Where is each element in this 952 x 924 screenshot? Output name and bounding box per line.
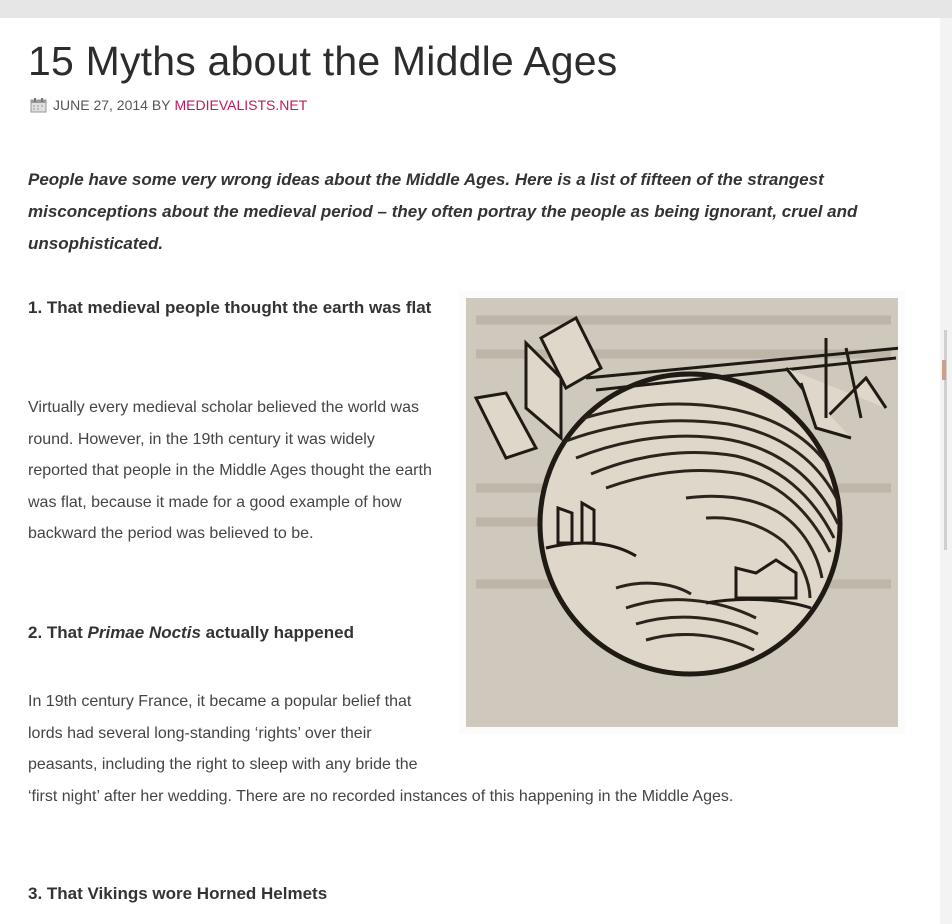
myth-1-heading: 1. That medieval people thought the earth was flat xyxy=(28,298,432,317)
author-link[interactable]: MEDIEVALISTS.NET xyxy=(174,97,308,113)
calendar-icon xyxy=(30,97,47,113)
myth-2-heading-prefix: 2. That xyxy=(28,623,88,642)
flat-earth-woodcut-image xyxy=(466,298,898,727)
article-title: 15 Myths about the Middle Ages xyxy=(28,38,618,84)
myth-2-heading-italic: Primae Noctis xyxy=(87,623,201,642)
edge-marker xyxy=(942,360,946,380)
myth-2-heading-suffix: actually happened xyxy=(200,623,354,642)
myth-3-heading: 3. That Vikings wore Horned Helmets xyxy=(28,884,328,903)
article-meta xyxy=(30,97,307,113)
myth-1-body: Virtually every medieval scholar believed the world was round. However, in the 19th century it was widely reported that people in the Middle Ages thought the earth was flat, because it made for a good example of how backward the period was believed to be. xyxy=(28,399,432,543)
post-date: JUNE 27, 2014 BY xyxy=(53,97,171,113)
myth-2-body: In 19th century France, it became a popular belief that lords had several long-standing ‘rights’ over their peasants, including the right to sleep with any bride the ‘first night’ after her wedding. There are no recorded instances of this happening in the Middle Ages. xyxy=(28,693,734,805)
myth-2-heading xyxy=(28,617,448,649)
article-intro: People have some very wrong ideas about the Middle Ages. Here is a list of fifteen of the strangest misconceptions about the medieval period – they often portray the people as being ignorant, cruel and unsophisticated. xyxy=(28,170,858,253)
browser-top-bar xyxy=(0,0,952,18)
woodcut-figure xyxy=(459,291,905,734)
